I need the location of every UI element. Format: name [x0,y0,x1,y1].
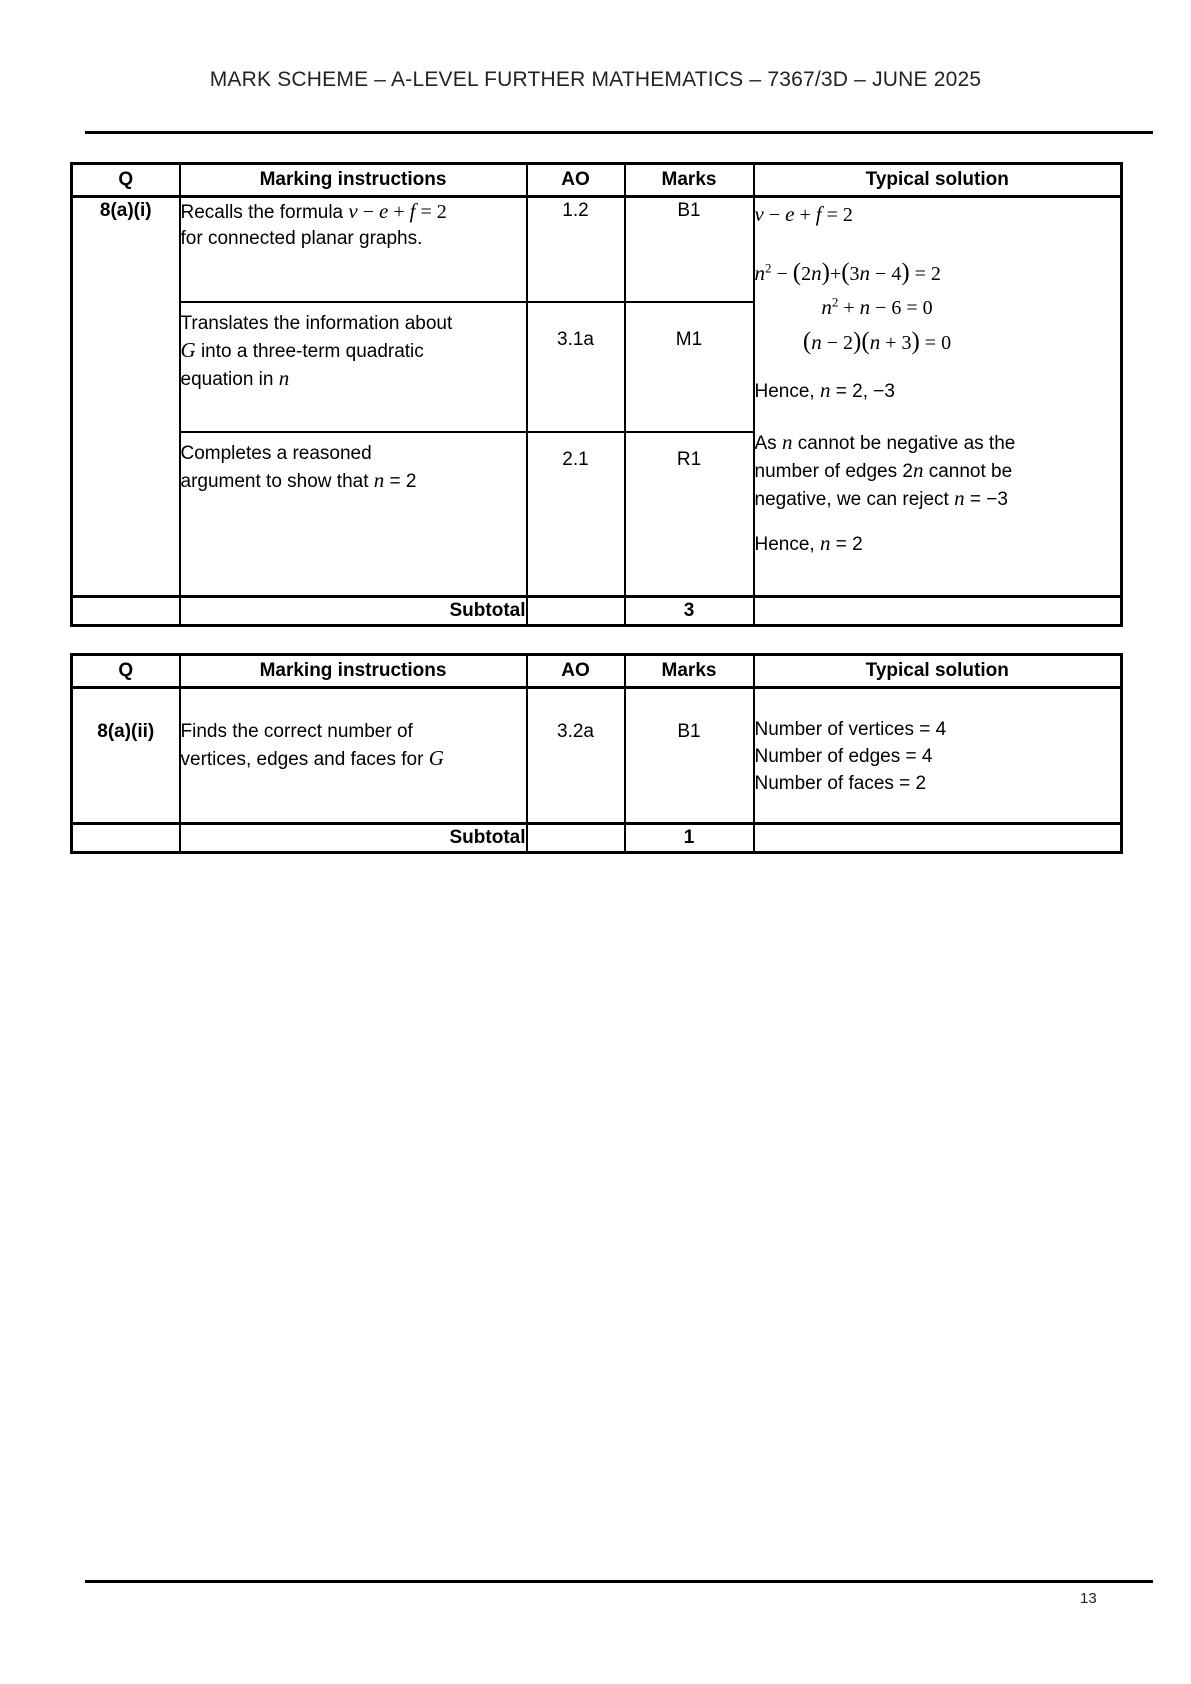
subtotal-label: Subtotal [180,824,527,853]
text-segment: 2 [765,260,772,276]
marking-instruction-cell [180,432,527,597]
math-variable: n [912,458,924,482]
math-variable: n [754,261,765,285]
text-segment: − [763,204,786,226]
text-segment: Hence, [754,381,820,402]
text-segment: − [771,263,793,285]
typical-solution-cell [754,688,1122,824]
math-variable: e [379,199,389,223]
solution-line [755,744,1121,771]
text-segment: argument to show that [180,470,374,492]
marking-instruction-cell [180,688,527,824]
text-segment: 2 [801,263,812,285]
text-segment: ) [853,328,862,355]
empty-cell [754,597,1122,626]
typical-solution-cell [754,197,1122,597]
text-segment: Finds the correct number of [180,721,413,742]
math-variable: n [859,295,871,319]
text-segment: + [829,263,842,285]
page-number: 13 [1080,1590,1097,1607]
text-segment: cannot be [923,461,1013,482]
text-segment: = 2 [909,263,941,285]
text-segment: Number of faces = 2 [754,773,927,794]
text-segment: − 2 [821,332,854,354]
math-variable: n [819,531,831,555]
text-segment: As [754,433,782,454]
math-variable: e [785,202,795,226]
math-variable: n [811,330,822,354]
marks-cell: B1 [625,688,754,824]
text-segment: Completes a reasoned [180,442,372,464]
text-segment: ( [802,328,812,355]
question-label: 8(a)(i) [72,197,180,597]
text-segment: cannot be negative as the [792,433,1016,454]
text-segment: Hence, [754,534,820,555]
empty-cell [72,597,180,626]
table-header-row [72,655,1122,688]
text-segment: Recalls the formula [180,202,349,223]
math-variable: n [954,486,965,510]
text-segment: + 3 [880,332,912,354]
text-segment: ) [911,328,920,355]
subtotal-row [72,824,1122,853]
text-segment: Number of vertices = 4 [754,719,947,740]
text-segment: = 2 [830,534,863,555]
math-variable: n [278,365,290,390]
question-label: 8(a)(ii) [72,688,180,824]
table-header-row [72,164,1122,197]
math-variable: n [869,330,881,354]
math-variable: f [815,202,822,226]
mark-scheme-table-8aii [70,653,1123,854]
text-segment: = 2 [384,470,417,492]
subtotal-label: Subtotal [180,597,527,626]
math-variable: G [428,746,444,770]
math-variable: n [811,261,822,285]
column-header-marks: Marks [625,164,754,197]
footer-rule [85,1580,1153,1583]
marks-cell: R1 [625,432,754,597]
text-segment: = 0 [919,332,952,354]
text-segment: ( [841,259,850,286]
column-header-q: Q [72,164,180,197]
text-segment: 2 [831,294,839,310]
table-row [72,197,1122,302]
math-variable: n [373,467,385,492]
solution-line [755,377,1121,405]
math-variable: n [821,295,832,319]
solution-line [755,256,1121,291]
subtotal-row [72,597,1122,626]
column-header-marking-instructions: Marking instructions [180,655,527,688]
page-title: MARK SCHEME – A-LEVEL FURTHER MATHEMATICS – 7367/3D – JUNE 2025 [209,68,982,91]
ao-cell: 3.1a [527,302,625,432]
solution-line [755,717,1121,744]
text-segment: ( [792,259,802,286]
subtotal-marks: 3 [625,597,754,626]
column-header-marking-instructions: Marking instructions [180,164,527,197]
text-segment: into a three-term quadratic [195,340,424,362]
solution-line [755,771,1121,798]
text-segment: = −3 [964,489,1008,510]
text-segment: number of edges 2 [754,461,913,482]
header-rule [85,131,1153,134]
text-segment: + [388,201,410,223]
empty-cell [72,824,180,853]
text-segment: = 2 [821,204,853,226]
math-variable: v [754,202,764,226]
column-header-q: Q [72,655,180,688]
ao-cell: 2.1 [527,432,625,597]
ao-cell: 3.2a [527,688,625,824]
text-segment: Translates the information about [180,312,453,334]
math-variable: n [781,430,793,454]
math-variable: n [859,261,871,285]
text-segment: for connected planar graphs. [180,228,423,249]
column-header-ao: AO [527,164,625,197]
solution-line [755,530,1121,558]
empty-cell [527,824,625,853]
solution-line [755,291,1000,325]
text-segment: + [838,297,860,319]
column-header-ao: AO [527,655,625,688]
text-segment: ) [901,259,910,286]
math-variable: G [180,337,196,362]
text-segment: = 2 [415,201,447,223]
solution-line [755,429,1121,513]
marking-instruction-cell [180,302,527,432]
marking-instruction-cell [180,197,527,302]
subtotal-marks: 1 [625,824,754,853]
math-variable: n [819,378,831,402]
text-segment: − 6 = 0 [870,297,933,319]
text-segment: ( [861,328,870,355]
solution-line [755,198,1121,232]
column-header-typical-solution: Typical solution [754,164,1122,197]
marks-cell: M1 [625,302,754,432]
text-segment: equation in [180,368,279,390]
text-segment: − [357,201,380,223]
text-segment: + [794,204,816,226]
solution-line [755,325,1000,360]
text-segment: ) [821,259,830,286]
text-segment: vertices, edges and faces for [180,749,429,770]
text-segment: − 4 [870,263,902,285]
empty-cell [754,824,1122,853]
ao-cell: 1.2 [527,197,625,302]
marks-cell: B1 [625,197,754,302]
table-row [72,688,1122,824]
text-segment: = 2, −3 [830,381,895,402]
math-variable: f [409,199,416,223]
text-segment: Number of edges = 4 [754,746,933,767]
math-variable: v [348,199,358,223]
column-header-marks: Marks [625,655,754,688]
mark-scheme-table-8ai [70,162,1123,627]
empty-cell [527,597,625,626]
text-segment: 3 [849,263,860,285]
text-segment: negative, we can reject [754,489,955,510]
column-header-typical-solution: Typical solution [754,655,1122,688]
